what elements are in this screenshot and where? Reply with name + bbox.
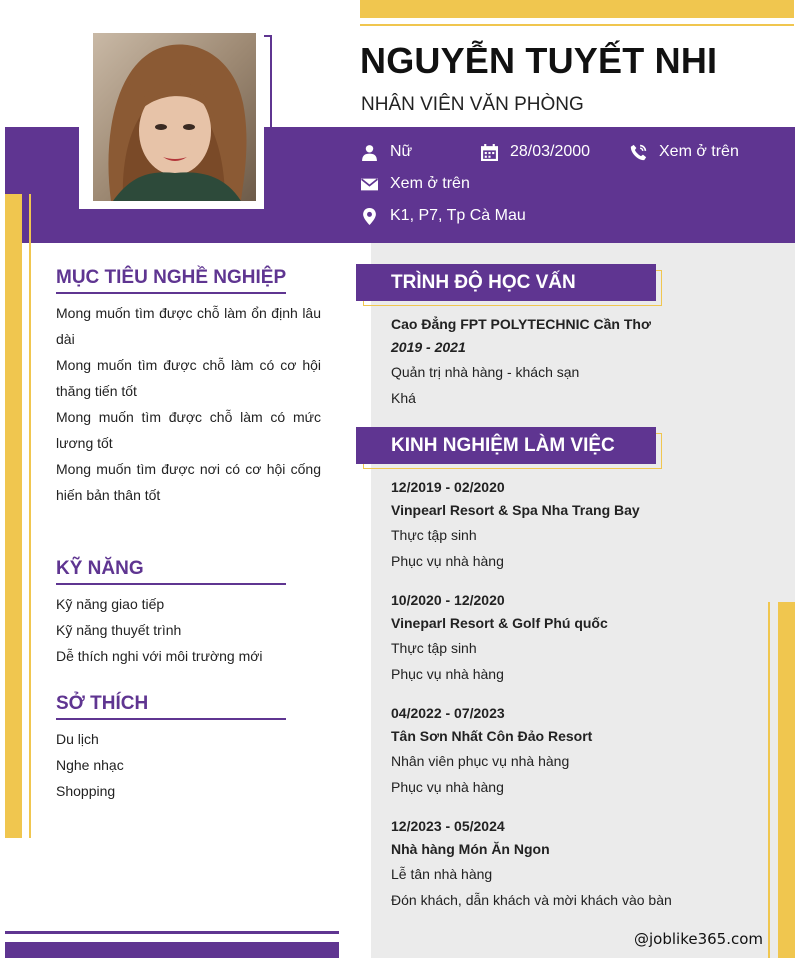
objective-heading: MỤC TIÊU NGHỀ NGHIỆP: [56, 267, 287, 288]
objective-item: Mong muốn tìm được nơi có cơ hội cống hiến bản thân tốt: [56, 461, 321, 503]
objective-underline: [56, 292, 286, 294]
contact-gender: [360, 143, 412, 161]
job-description: Phục vụ nhà hàng: [391, 666, 504, 682]
user-icon: [360, 143, 378, 161]
profile-photo: [93, 33, 256, 201]
phone-text: Xem ở trên: [659, 143, 739, 160]
education-period: 2019 - 2021: [391, 339, 466, 355]
bottom-accent-line: [5, 931, 339, 934]
calendar-icon: [480, 143, 498, 161]
job-period: 10/2020 - 12/2020: [391, 592, 505, 608]
contact-address: [360, 207, 526, 225]
skill-item: Kỹ năng giao tiếp: [56, 596, 165, 612]
job-company: Nhà hàng Món Ăn Ngon: [391, 841, 550, 857]
hobby-item: Nghe nhạc: [56, 757, 124, 773]
education-grade: Khá: [391, 390, 416, 406]
hobbies-heading: SỞ THÍCH: [56, 693, 149, 714]
job-period: 12/2019 - 02/2020: [391, 479, 505, 495]
job-title: NHÂN VIÊN VĂN PHÒNG: [361, 94, 584, 115]
bottom-accent-bar: [5, 942, 339, 958]
hobby-item: Shopping: [56, 783, 116, 799]
job-description: Phục vụ nhà hàng: [391, 779, 504, 795]
contact-email: [360, 175, 470, 193]
right-accent-line: [768, 602, 770, 958]
objective-item: Mong muốn tìm được chỗ làm có mức lương tốt: [56, 409, 321, 451]
job-period: 04/2022 - 07/2023: [391, 705, 505, 721]
hobby-item: Du lịch: [56, 731, 99, 747]
job-position: Nhân viên phục vụ nhà hàng: [391, 753, 570, 769]
skills-heading: KỸ NĂNG: [56, 558, 144, 579]
education-heading: TRÌNH ĐỘ HỌC VẤN: [356, 264, 656, 301]
address-text: K1, P7, Tp Cà Mau: [390, 207, 526, 224]
gender-text: Nữ: [390, 143, 413, 160]
objective-item: Mong muốn tìm được chỗ làm có cơ hội thăng tiến tốt: [56, 357, 321, 399]
objective-item: Mong muốn tìm được chỗ làm ổn định lâu dài: [56, 305, 321, 347]
experience-heading: KINH NGHIỆM LÀM VIỆC: [356, 427, 656, 464]
watermark: @joblike365.com: [634, 930, 764, 948]
phone-icon: [629, 143, 647, 161]
birthday-text: 28/03/2000: [510, 143, 591, 160]
job-company: Vineparl Resort & Golf Phú quốc: [391, 615, 608, 631]
candidate-name: NGUYỄN TUYẾT NHI: [360, 40, 718, 81]
education-major: Quản trị nhà hàng - khách sạn: [391, 364, 580, 380]
job-description: Phục vụ nhà hàng: [391, 553, 504, 569]
map-marker-icon: [360, 207, 378, 225]
job-company: Tân Sơn Nhất Côn Đảo Resort: [391, 728, 593, 744]
top-accent-line: [360, 24, 794, 26]
contact-phone: [629, 143, 739, 161]
job-period: 12/2023 - 05/2024: [391, 818, 505, 834]
job-company: Vinpearl Resort & Spa Nha Trang Bay: [391, 502, 640, 518]
education-school: Cao Đẳng FPT POLYTECHNIC Cần Thơ: [391, 316, 651, 332]
envelope-icon: [360, 175, 378, 193]
profile-photo-illustration: [93, 33, 256, 201]
right-accent-bar: [778, 602, 795, 958]
email-text: Xem ở trên: [390, 175, 470, 192]
left-accent-bar: [5, 194, 22, 838]
skills-underline: [56, 583, 286, 585]
contact-birthday: [480, 143, 590, 161]
left-accent-line: [29, 194, 31, 838]
skill-item: Kỹ năng thuyết trình: [56, 622, 182, 638]
skill-item: Dễ thích nghi với môi trường mới: [56, 648, 263, 664]
job-description: Đón khách, dẫn khách và mời khách vào bàn: [391, 892, 672, 908]
top-accent-bar: [360, 0, 794, 18]
job-position: Lễ tân nhà hàng: [391, 866, 493, 882]
hobbies-underline: [56, 718, 286, 720]
job-position: Thực tập sinh: [391, 527, 477, 543]
job-position: Thực tập sinh: [391, 640, 477, 656]
